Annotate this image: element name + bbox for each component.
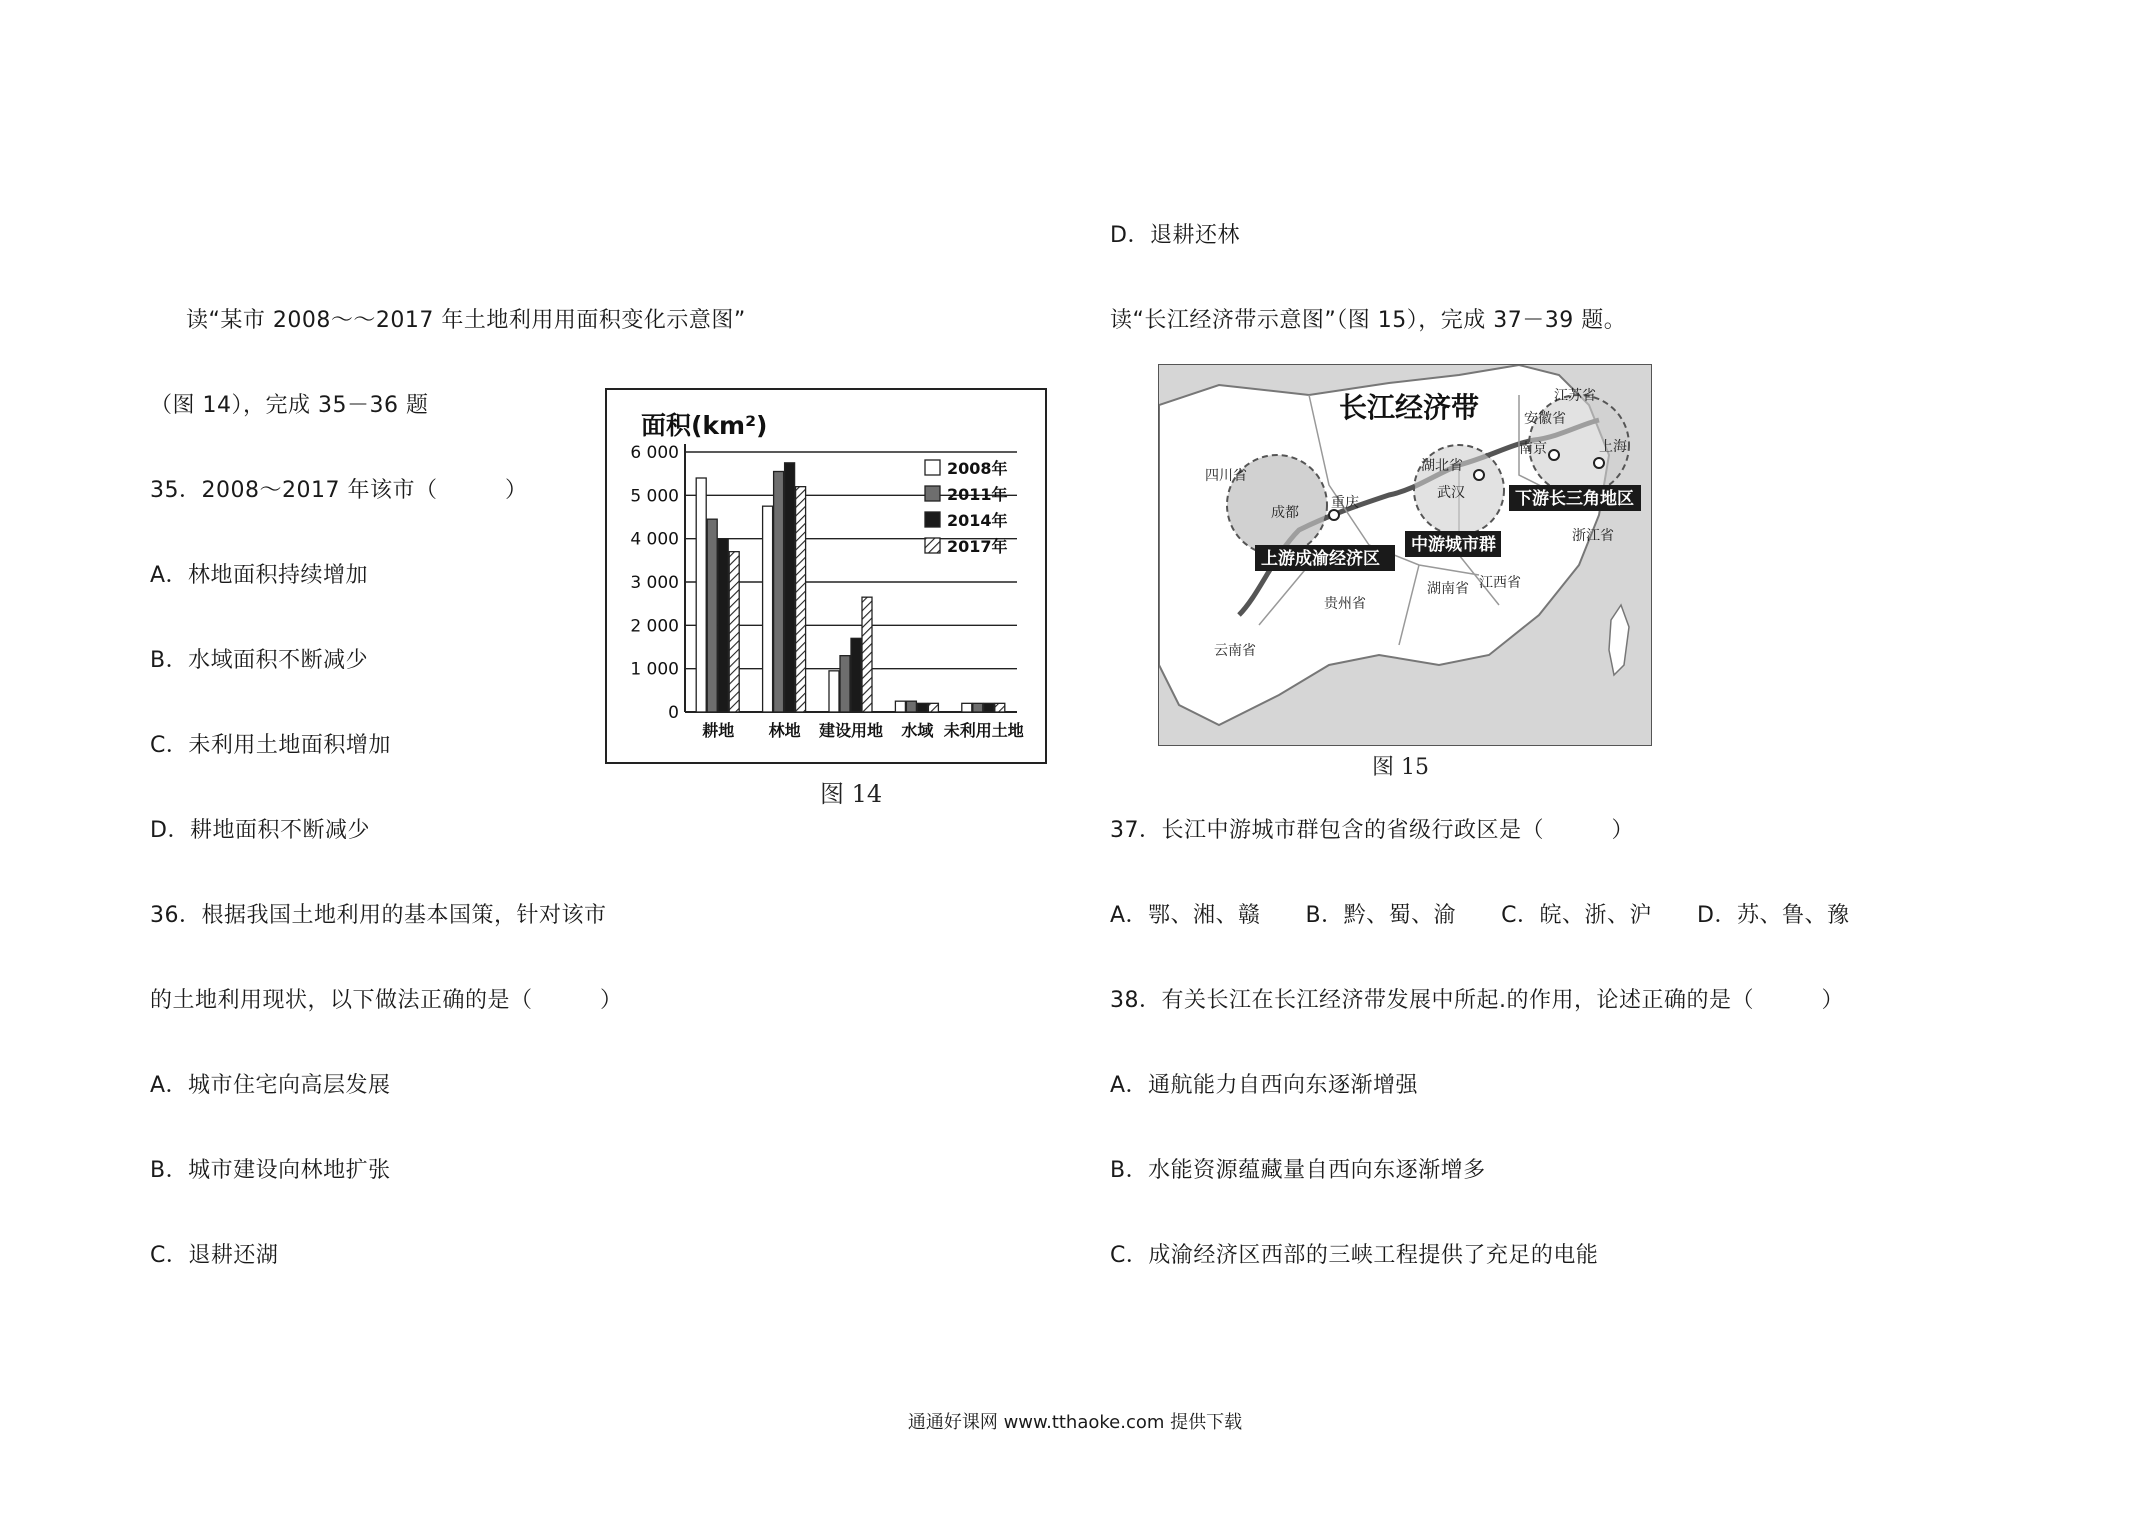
x-category-label: 林地 <box>768 721 801 740</box>
bar-2014年-建设用地 <box>851 638 861 712</box>
bar-2011年-未利用土地 <box>973 703 983 712</box>
y-tick-label: 4 000 <box>630 529 679 550</box>
map-title: 长江经济带 <box>1339 391 1480 424</box>
legend-label: 2011年 <box>947 485 1008 504</box>
city-label-shanghai: 上海 <box>1599 439 1627 455</box>
q38-option-a: A．通航能力自西向东逐渐增强 <box>1110 1073 1419 1098</box>
legend-swatch <box>925 512 940 527</box>
intro-fig15: 读“长江经济带示意图”（图 15），完成 37－39 题。 <box>1110 308 1627 333</box>
province-label-yunnan: 云南省 <box>1214 643 1256 659</box>
q36-option-b: B．城市建设向林地扩张 <box>150 1158 391 1183</box>
province-label-hunan: 湖南省 <box>1427 581 1469 597</box>
x-category-label: 耕地 <box>702 721 735 740</box>
y-tick-label: 0 <box>668 703 679 723</box>
y-tick-label: 5 000 <box>630 486 679 507</box>
bar-2017年-耕地 <box>729 552 739 712</box>
bar-2011年-水域 <box>906 701 916 712</box>
q38-stem: 38．有关长江在长江经济带发展中所起.的作用，论述正确的是（ ） <box>1110 988 1844 1013</box>
q36-option-d: D．退耕还林 <box>1110 223 1240 248</box>
legend-label: 2008年 <box>947 459 1008 478</box>
q35-option-b: B．水域面积不断减少 <box>150 648 369 673</box>
y-tick-label: 2 000 <box>630 616 679 637</box>
legend-swatch <box>925 538 940 553</box>
x-category-label: 水域 <box>901 721 934 740</box>
q37-stem: 37．长江中游城市群包含的省级行政区是（ ） <box>1110 818 1634 843</box>
intro-fig14-line2: （图 14），完成 35－36 题 <box>150 393 429 418</box>
q35-option-d: D．耕地面积不断减少 <box>150 818 370 843</box>
bar-2008年-建设用地 <box>829 671 839 712</box>
bar-2008年-水域 <box>895 701 905 712</box>
city-marker-nanjing <box>1549 450 1559 460</box>
bar-2011年-建设用地 <box>840 656 850 712</box>
y-tick-label: 1 000 <box>630 659 679 680</box>
city-label-chengdu: 成都 <box>1271 505 1299 521</box>
bar-2011年-林地 <box>774 472 784 713</box>
bar-2008年-耕地 <box>696 478 706 712</box>
bar-2014年-未利用土地 <box>984 703 994 712</box>
province-label-anhui: 安徽省 <box>1524 411 1566 427</box>
city-marker-wuhan <box>1474 470 1484 480</box>
q35-stem: 35．2008～2017 年该市（ ） <box>150 478 528 503</box>
legend-label: 2014年 <box>947 511 1008 530</box>
province-label-jiangsu: 江苏省 <box>1554 388 1596 404</box>
bar-2017年-建设用地 <box>862 597 872 712</box>
bar-2014年-水域 <box>917 703 927 712</box>
province-label-sichuan: 四川省 <box>1205 468 1247 484</box>
city-label-chongqing: 重庆 <box>1331 495 1359 511</box>
y-tick-label: 6 000 <box>630 443 679 463</box>
chart-y-axis-label: 面积(km²) <box>641 411 768 440</box>
bar-2008年-林地 <box>763 506 773 712</box>
city-label-nanjing: 南京 <box>1519 441 1547 457</box>
footer-source: 通通好课网 www.tthaoke.com 提供下载 <box>907 1412 1243 1433</box>
bar-2017年-未利用土地 <box>995 703 1005 712</box>
q36-option-c: C．退耕还湖 <box>150 1243 279 1268</box>
region-label-upstream: 上游成渝经济区 <box>1261 549 1380 569</box>
region-label-downstream: 下游长三角地区 <box>1515 489 1634 509</box>
q37-options: A．鄂、湘、赣 B．黔、蜀、渝 C．皖、浙、沪 D．苏、鲁、豫 <box>1110 903 1850 928</box>
q38-option-b: B．水能资源蕴藏量自西向东逐渐增多 <box>1110 1158 1486 1183</box>
bar-2014年-林地 <box>785 463 795 712</box>
legend-swatch <box>925 486 940 501</box>
q36-option-a: A．城市住宅向高层发展 <box>150 1073 391 1098</box>
legend-swatch <box>925 460 940 475</box>
legend-label: 2017年 <box>947 537 1008 556</box>
q36-stem-line1: 36．根据我国土地利用的基本国策，针对该市 <box>150 903 607 928</box>
yangtze-map-svg <box>1159 365 1651 745</box>
bar-2017年-水域 <box>928 703 938 712</box>
q35-option-c: C．未利用土地面积增加 <box>150 733 391 758</box>
province-label-hubei: 湖北省 <box>1421 458 1463 474</box>
q38-option-c: C．成渝经济区西部的三峡工程提供了充足的电能 <box>1110 1243 1599 1268</box>
bar-2014年-耕地 <box>718 539 728 712</box>
intro-fig14-line1: 读“某市 2008～～2017 年土地利用用面积变化示意图” <box>186 308 746 333</box>
city-marker-chongqing <box>1329 510 1339 520</box>
province-label-zhejiang: 浙江省 <box>1572 528 1614 544</box>
q36-stem-line2: 的土地利用现状，以下做法正确的是（ ） <box>150 988 623 1013</box>
bar-2017年-林地 <box>796 487 806 712</box>
figure-15-caption: 图 15 <box>1372 755 1429 780</box>
x-category-label: 未利用土地 <box>943 721 1024 740</box>
region-label-midstream: 中游城市群 <box>1411 535 1496 555</box>
province-label-guizhou: 贵州省 <box>1324 596 1366 612</box>
province-label-jiangxi: 江西省 <box>1479 575 1521 591</box>
q35-option-a: A．林地面积持续增加 <box>150 563 369 588</box>
city-marker-shanghai <box>1594 458 1604 468</box>
bar-chart-svg <box>607 390 1045 762</box>
city-label-wuhan: 武汉 <box>1437 485 1465 501</box>
y-tick-label: 3 000 <box>630 573 679 593</box>
x-category-label: 建设用地 <box>818 721 884 740</box>
figure-14-caption: 图 14 <box>820 780 883 808</box>
figure-15-map <box>1158 364 1652 746</box>
bar-2011年-耕地 <box>707 519 717 712</box>
bar-2008年-未利用土地 <box>962 703 972 712</box>
figure-14-chart <box>605 388 1047 764</box>
